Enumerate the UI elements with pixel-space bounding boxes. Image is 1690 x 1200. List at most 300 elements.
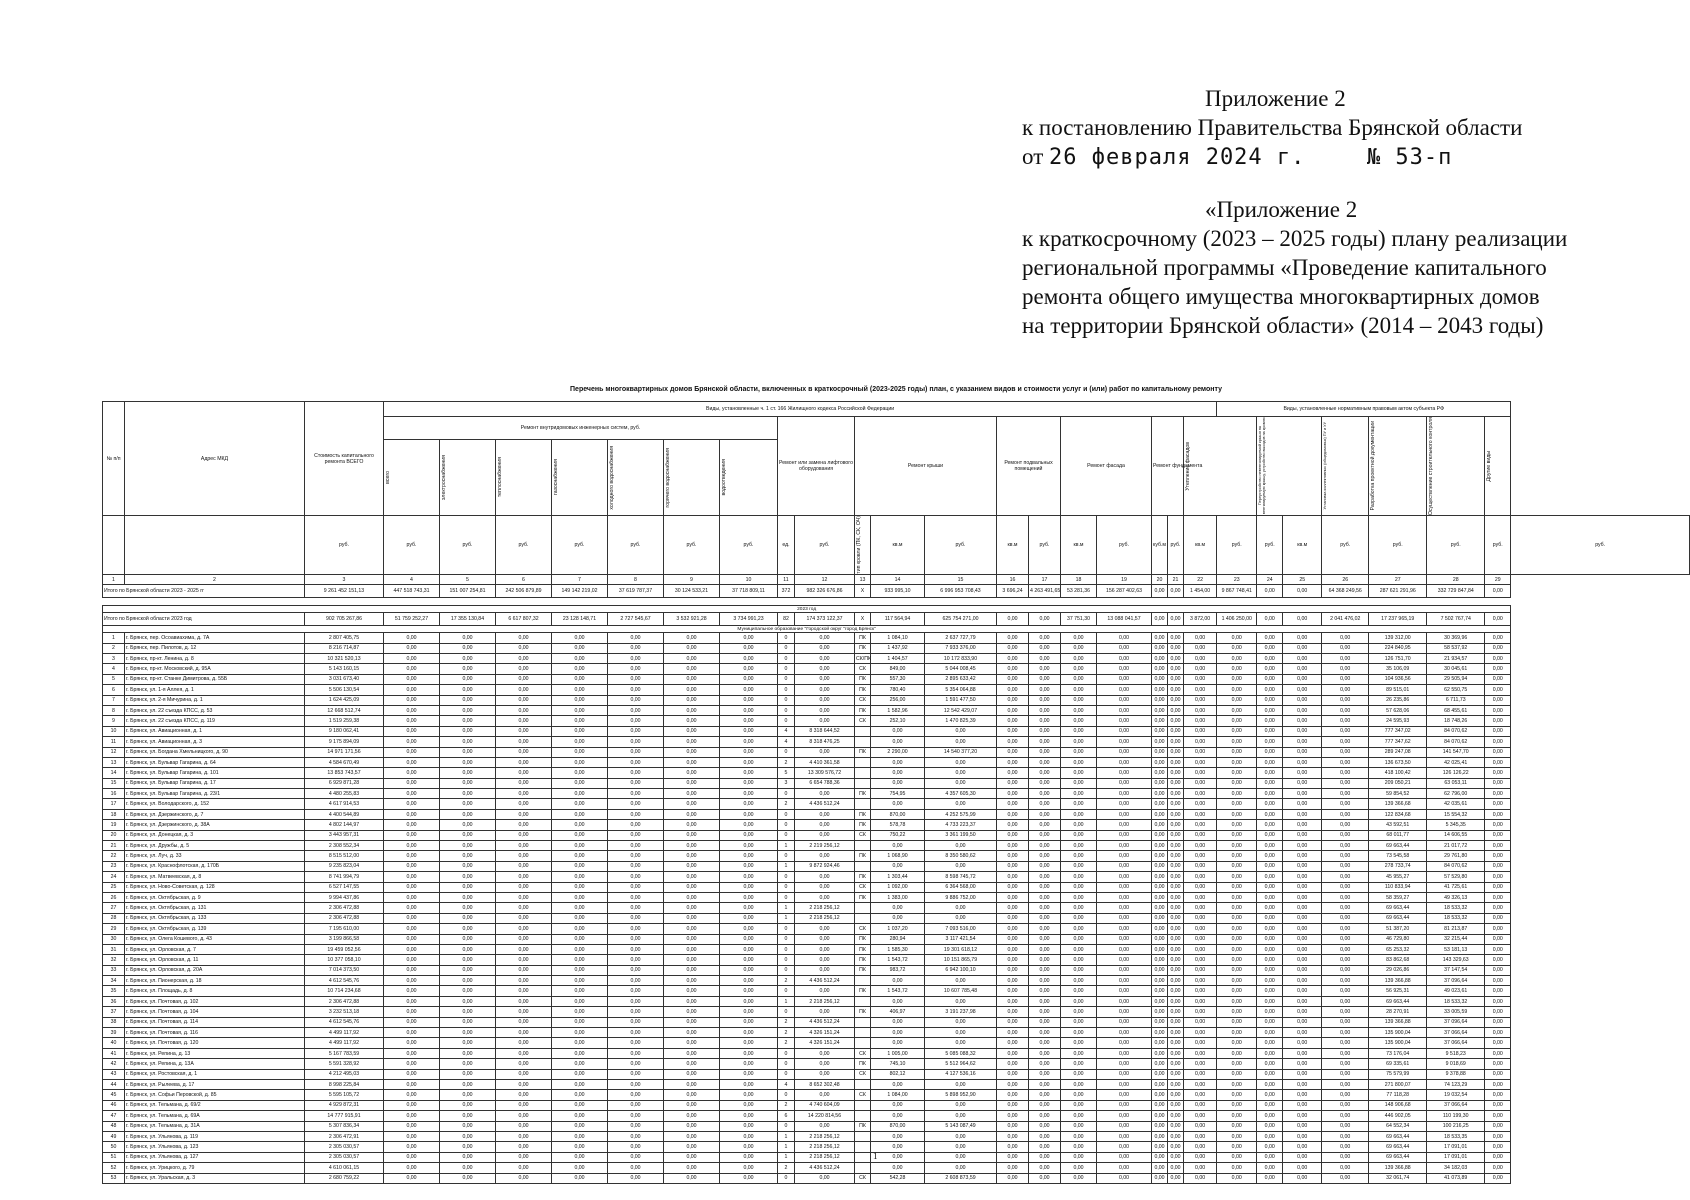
row-cell: 0,00 [1152,1017,1168,1027]
row-cell: 0,00 [384,944,440,954]
row-cell: 1 [778,1142,795,1152]
row-cell: 7 195 610,00 [305,924,384,934]
row-cell: ПК [855,934,871,944]
row-cell: 0,00 [1029,976,1061,986]
row-cell: 0,00 [1061,685,1097,695]
row-cell: 139 366,88 [1369,976,1427,986]
table-row [103,841,1690,851]
date-prefix: от [1022,144,1044,169]
row-cell: 0,00 [1061,841,1097,851]
row-cell: 0,00 [1184,1028,1217,1038]
table-row [103,1059,1690,1069]
row-cell: 0,00 [1184,1163,1217,1173]
row-cell: 0,00 [1257,830,1283,840]
row-cell: 0,00 [1168,851,1184,861]
row-cell: 0,00 [1257,820,1283,830]
row-cell: 0,00 [1029,778,1061,788]
row-cell: 0,00 [1184,820,1217,830]
row-cell: 0,00 [664,633,720,643]
row-cell: 29 026,86 [1369,965,1427,975]
row-cell: 0,00 [608,737,664,747]
row-cell: 0,00 [997,1038,1029,1048]
row-cell: 1 [778,913,795,923]
row-cell: 0,00 [552,664,608,674]
row-cell: 0,00 [1029,944,1061,954]
row-cell: 0,00 [384,1152,440,1162]
table-row [103,965,1690,975]
row-cell: 0,00 [440,986,496,996]
row-cell: 0,00 [496,1059,552,1069]
row-cell: 0,00 [795,633,855,643]
row-cell: 139 366,68 [1369,799,1427,809]
row-cell: 0,00 [1097,664,1152,674]
row-cell: 0,00 [1485,757,1511,767]
row-cell: 0,00 [1061,1163,1097,1173]
row-cell: 0,00 [1029,892,1061,902]
row-cell: 0,00 [664,1090,720,1100]
table-row [103,913,1690,923]
row-cell: 0,00 [795,882,855,892]
row-cell: 4 326 151,24 [795,1038,855,1048]
row-number: 4 [103,664,125,674]
row-cell: 2 [778,799,795,809]
row-cell: 0 [778,789,795,799]
total-2023-cell: 51 759 252,27 [384,613,440,626]
row-cell: 0,00 [1168,757,1184,767]
total-2023-cell: 17 237 965,19 [1369,613,1427,626]
row-cell: 4 436 512,24 [795,976,855,986]
row-cell: 0 [778,716,795,726]
row-cell: 0,00 [1152,695,1168,705]
row-cell: 0,00 [1061,1038,1097,1048]
row-cell: 0 [778,1121,795,1131]
row-cell: 0,00 [720,830,778,840]
decree-date-line [1022,142,1522,172]
row-cell: 2 305 030,57 [305,1142,384,1152]
row-cell: 0,00 [664,643,720,653]
total-all-cell: 0,00 [1257,585,1283,598]
row-address: г. Брянск, ул. Донецкая, д. 3 [125,830,305,840]
row-number: 42 [103,1059,125,1069]
row-cell: 0,00 [384,861,440,871]
row-cell: 0,00 [608,1111,664,1121]
row-cell: 0,00 [1152,1142,1168,1152]
row-cell: 0,00 [1283,1080,1322,1090]
row-cell: ПК [855,685,871,695]
row-cell: 0,00 [1485,1142,1511,1152]
row-cell: 41 073,89 [1427,1173,1485,1183]
row-cell: 0,00 [440,1007,496,1017]
row-cell: 0,00 [384,705,440,715]
row-cell: 0,00 [997,695,1029,705]
table-row [103,996,1690,1006]
row-cell: 0,00 [1283,716,1322,726]
row-address: г. Брянск, ул. Почтовая, д. 120 [125,1038,305,1048]
row-cell: 2 [778,1163,795,1173]
row-cell: 0,00 [664,1059,720,1069]
row-cell: 0 [778,633,795,643]
row-cell: 0,00 [1485,976,1511,986]
row-cell: 0,00 [608,1069,664,1079]
row-cell: 0,00 [1029,1090,1061,1100]
row-cell [855,778,871,788]
row-number: 25 [103,882,125,892]
row-cell: 0,00 [1217,705,1257,715]
total-all-cell: 3 696,24 [997,585,1029,598]
row-cell: 0,00 [1061,1100,1097,1110]
row-cell: 0,00 [1168,1007,1184,1017]
row-cell: 8 741 994,79 [305,872,384,882]
row-cell: 0,00 [1097,1163,1152,1173]
row-cell: 0,00 [1257,757,1283,767]
row-cell: 0,00 [552,685,608,695]
row-cell: 2 306 472,91 [305,1131,384,1141]
row-cell: 0,00 [1152,778,1168,788]
row-cell: 0,00 [1217,861,1257,871]
row-cell: 0,00 [664,903,720,913]
row-cell: 0,00 [440,705,496,715]
row-cell: 0,00 [795,1173,855,1183]
row-cell: 0,00 [1061,1007,1097,1017]
row-cell: 0,00 [1283,757,1322,767]
table-row [103,924,1690,934]
row-cell: 7 933 376,00 [925,643,997,653]
row-cell: 0,00 [997,1121,1029,1131]
row-cell: 0,00 [608,944,664,954]
row-cell: 0,00 [1168,695,1184,705]
row-cell: 0,00 [1257,789,1283,799]
table-row [103,944,1690,954]
row-cell: 0,00 [496,872,552,882]
row-cell: 73 176,04 [1369,1048,1427,1058]
row-cell: 0,00 [1152,1038,1168,1048]
row-cell: 0,00 [1283,633,1322,643]
row-cell: 0,00 [496,996,552,1006]
row-cell: 0,00 [496,955,552,965]
row-cell: 0,00 [997,872,1029,882]
row-cell: 0,00 [496,1173,552,1183]
row-cell: 0,00 [720,747,778,757]
row-cell: 0,00 [1168,778,1184,788]
row-cell: 0 [778,1090,795,1100]
row-cell: 0,00 [440,841,496,851]
row-cell: 0,00 [664,757,720,767]
row-cell: 0,00 [795,872,855,882]
row-cell: 0,00 [1184,789,1217,799]
row-cell: 4 617 914,53 [305,799,384,809]
row-cell: 4 127 536,16 [925,1069,997,1079]
row-cell: 0,00 [1485,924,1511,934]
row-cell: 0,00 [925,861,997,871]
table-row [103,695,1690,705]
row-cell: 0,00 [1217,664,1257,674]
row-cell: 0,00 [1152,799,1168,809]
row-cell: 0,00 [440,809,496,819]
row-cell: 0,00 [871,1017,925,1027]
row-cell: 4 357 605,30 [925,789,997,799]
row-cell: 1 [778,861,795,871]
row-cell: 77 118,28 [1369,1090,1427,1100]
row-cell: 0,00 [1184,757,1217,767]
row-cell: 10 377 058,10 [305,955,384,965]
row-cell: 0,00 [1485,955,1511,965]
row-cell: 0,00 [440,1069,496,1079]
row-cell: 0,00 [1485,1017,1511,1027]
row-cell: 0,00 [496,1100,552,1110]
row-cell: 0,00 [1152,1069,1168,1079]
table-row [103,664,1690,674]
row-cell: 0,00 [1061,778,1097,788]
row-cell: 13 853 743,57 [305,768,384,778]
row-cell: 0,00 [997,1028,1029,1038]
row-cell: 0,00 [871,903,925,913]
row-cell: 0,00 [1322,1028,1369,1038]
row-cell: 780,40 [871,685,925,695]
total-all-cell: 6 996 953 708,43 [925,585,997,598]
row-cell: 0,00 [1485,705,1511,715]
row-cell: 446 902,05 [1369,1111,1427,1121]
row-cell: 0,00 [925,976,997,986]
row-cell: 0,00 [1029,1111,1061,1121]
row-cell: 0,00 [440,1080,496,1090]
row-cell: 10 607 785,48 [925,986,997,996]
row-cell: 0,00 [1217,695,1257,705]
row-cell: 0,00 [925,1080,997,1090]
table-row [103,892,1690,902]
row-cell: 0,00 [496,633,552,643]
row-address: г. Брянск, ул. Тельмана, д. 69/2 [125,1100,305,1110]
row-number: 41 [103,1048,125,1058]
row-cell: 0,00 [496,976,552,986]
row-cell: 8 652 302,48 [795,1080,855,1090]
row-cell: 0,00 [608,955,664,965]
row-cell: 0,00 [608,705,664,715]
row-cell: 9 518,23 [1427,1048,1485,1058]
row-cell: 0,00 [1485,747,1511,757]
row-cell: 34 182,03 [1427,1163,1485,1173]
row-cell: 136 673,50 [1369,757,1427,767]
row-cell: 0,00 [871,757,925,767]
row-cell: 0,00 [496,1069,552,1079]
row-cell: 0,00 [1029,768,1061,778]
row-cell: 68 455,61 [1427,705,1485,715]
row-cell: ПК [855,633,871,643]
row-cell: 0,00 [440,789,496,799]
row-cell: 0,00 [1029,737,1061,747]
row-cell: 0,00 [997,851,1029,861]
row-cell: 849,00 [871,664,925,674]
row-cell: 0,00 [1217,1100,1257,1110]
row-cell [855,1028,871,1038]
row-cell: 0,00 [608,799,664,809]
row-address: г. Брянск, ул. Бульвар Гагарина, д. 101 [125,768,305,778]
row-cell: 0,00 [1029,1131,1061,1141]
row-cell: 4 612 545,76 [305,976,384,986]
column-number: 8 [608,574,664,584]
row-cell: 69 663,44 [1369,1142,1427,1152]
row-cell: 0,00 [1168,1152,1184,1162]
row-cell: 0,00 [440,903,496,913]
row-cell: 0,00 [1097,1121,1152,1131]
row-cell: 0,00 [1029,1038,1061,1048]
row-cell: 3 [778,778,795,788]
table-row [103,1038,1690,1048]
row-cell: 0,00 [1322,809,1369,819]
row-cell: 0,00 [552,809,608,819]
row-cell: 139 366,88 [1369,1017,1427,1027]
row-cell: 0,00 [1283,934,1322,944]
row-cell: 0,00 [440,934,496,944]
row-cell [855,996,871,1006]
row-cell: 73 545,58 [1369,851,1427,861]
row-cell: 0 [778,1048,795,1058]
row-cell: 0,00 [1485,1038,1511,1048]
row-cell: 0,00 [1168,737,1184,747]
row-cell: 0,00 [608,965,664,975]
row-cell: 0,00 [664,913,720,923]
row-cell: 12 668 512,74 [305,705,384,715]
row-cell: 0,00 [552,892,608,902]
row-cell: 0,00 [1283,778,1322,788]
row-cell: 0,00 [552,643,608,653]
row-cell: 0 [778,685,795,695]
row-address: г. Брянск, ул. Софьи Перовской, д. 85 [125,1090,305,1100]
row-cell: 0,00 [1257,1121,1283,1131]
row-cell: 0,00 [1322,768,1369,778]
row-cell: 0,00 [1283,1163,1322,1173]
column-number: 19 [1097,574,1152,584]
unit-cell: руб. [1511,516,1690,575]
row-cell: 0,00 [440,913,496,923]
row-cell: 0,00 [1168,1121,1184,1131]
row-cell: 0,00 [1485,892,1511,902]
table-row [103,809,1690,819]
row-cell: 870,00 [871,809,925,819]
row-cell: 41 725,61 [1427,882,1485,892]
row-cell: 0,00 [1485,872,1511,882]
row-cell: 0,00 [1257,737,1283,747]
row-cell: 0,00 [1217,809,1257,819]
table-row [103,851,1690,861]
row-cell: 0,00 [1217,726,1257,736]
row-cell: 0,00 [997,1080,1029,1090]
row-cell: 0,00 [608,903,664,913]
table-row [103,685,1690,695]
row-cell: 5 143 160,15 [305,664,384,674]
row-cell: 0 [778,674,795,684]
row-cell: 0,00 [496,1017,552,1027]
row-cell: 2 [778,1028,795,1038]
row-cell: 0,00 [608,1142,664,1152]
row-cell: 0,00 [1184,1069,1217,1079]
row-cell: 0,00 [1322,892,1369,902]
row-cell: 0,00 [608,778,664,788]
row-cell: 5 512 964,62 [925,1059,997,1069]
row-cell: 0,00 [496,789,552,799]
table-row [103,1100,1690,1110]
row-number: 3 [103,653,125,663]
row-cell: 0,00 [1283,841,1322,851]
table-row [103,768,1690,778]
row-cell: 0,00 [720,716,778,726]
row-cell: 0,00 [1097,882,1152,892]
row-cell: 0,00 [1029,851,1061,861]
row-number: 38 [103,1017,125,1027]
row-cell: 45 955,27 [1369,872,1427,882]
row-cell: 35 106,09 [1369,664,1427,674]
table-row [103,861,1690,871]
row-cell: 5 354 064,88 [925,685,997,695]
row-cell: 0,00 [1029,955,1061,965]
row-cell: 0,00 [997,830,1029,840]
row-cell: 0,00 [871,861,925,871]
row-cell: 0,00 [496,1121,552,1131]
row-cell: 0,00 [552,1080,608,1090]
row-cell: 18 748,26 [1427,716,1485,726]
row-cell: 0,00 [664,1038,720,1048]
row-cell: 0,00 [1152,1111,1168,1121]
row-address: г. Брянск, пер. Осоавиахима, д. 7А [125,633,305,643]
row-cell: 0,00 [1184,872,1217,882]
row-cell: 0,00 [720,841,778,851]
row-cell: 0,00 [1283,747,1322,757]
row-cell: СК [855,924,871,934]
row-cell: 0,00 [1184,851,1217,861]
row-cell: 0,00 [664,685,720,695]
row-cell: 0,00 [1485,1080,1511,1090]
row-address: г. Брянск, ул. Орловская, д. 20А [125,965,305,975]
row-cell: 0,00 [552,1090,608,1100]
row-cell: 0,00 [1029,965,1061,975]
row-cell: 209 050,21 [1369,778,1427,788]
row-cell: 4 410 361,58 [795,757,855,767]
row-cell: 9 235 823,04 [305,861,384,871]
row-cell: 0,00 [795,716,855,726]
row-number: 13 [103,757,125,767]
row-cell: 0,00 [1322,799,1369,809]
row-cell: 0,00 [1322,903,1369,913]
row-cell: 0,00 [1322,747,1369,757]
row-number: 28 [103,913,125,923]
row-cell: 0,00 [1152,1048,1168,1058]
row-cell: 104 936,56 [1369,674,1427,684]
row-cell: 1 037,20 [871,924,925,934]
row-cell: 0,00 [1217,1121,1257,1131]
row-cell: 0,00 [608,1028,664,1038]
row-cell: 0,00 [496,1048,552,1058]
table-row [103,1090,1690,1100]
row-cell: 0,00 [1257,965,1283,975]
row-cell: 0,00 [720,643,778,653]
row-cell: 0 [778,747,795,757]
row-cell: 0,00 [552,768,608,778]
row-cell: 0,00 [552,820,608,830]
table-row [103,1007,1690,1017]
row-cell: 0,00 [384,1059,440,1069]
total-all-cell: 53 281,36 [1061,585,1097,598]
row-cell: 0,00 [720,955,778,965]
row-cell: 0,00 [1152,955,1168,965]
row-number: 18 [103,809,125,819]
row-cell: 0,00 [608,1059,664,1069]
row-cell: 68 011,77 [1369,830,1427,840]
row-cell: 0,00 [1152,820,1168,830]
row-cell: 63 053,11 [1427,778,1485,788]
total-all-cell: 0,00 [1152,585,1168,598]
row-number: 5 [103,674,125,684]
row-cell: 0,00 [1322,1142,1369,1152]
column-number: 10 [720,574,778,584]
